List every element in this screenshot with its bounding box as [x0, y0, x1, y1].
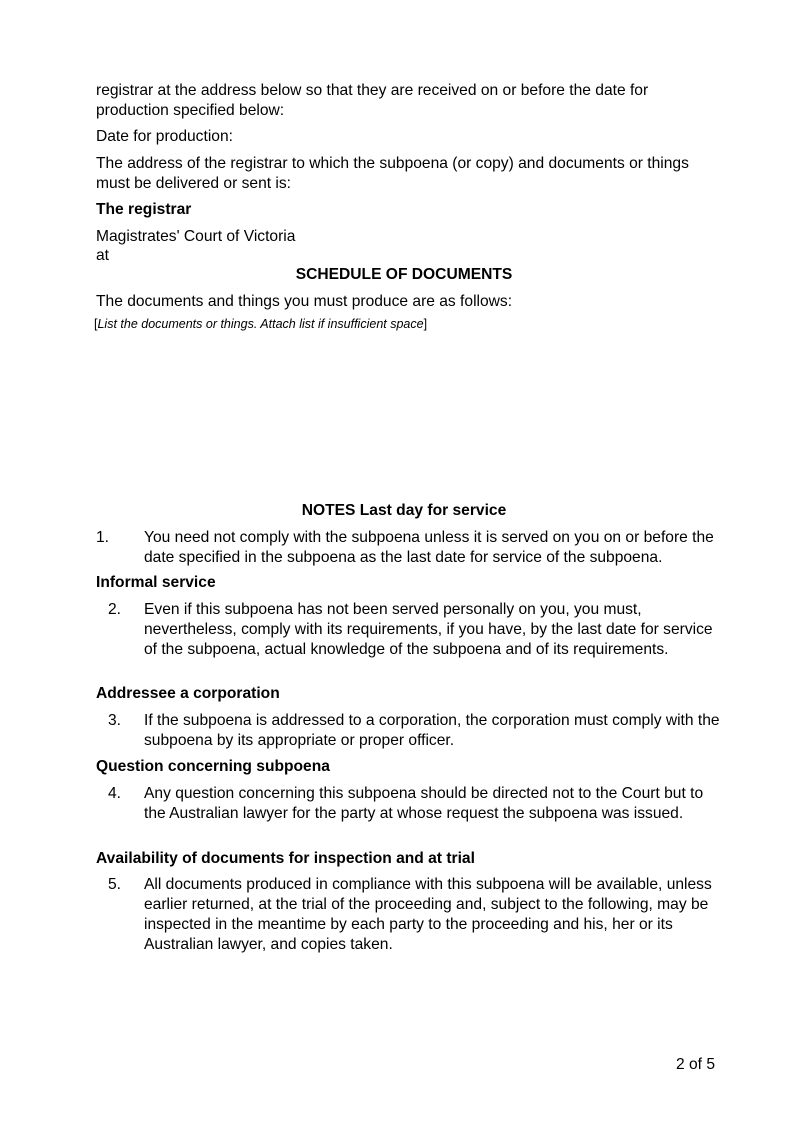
court-name: Magistrates' Court of Victoria: [96, 228, 296, 245]
note-item: [96, 711, 721, 751]
note-number: 3.: [108, 712, 122, 729]
note-heading: Informal service: [96, 574, 216, 591]
note-text: All documents produced in compliance with this subpoena will be available, unless earlier returned, at the trial of the proceeding and, subject to the following, may be inspected in the meantime by each party to the proceeding and his, her or its Australian lawyer, and copies taken.: [144, 876, 712, 953]
note-item: [96, 784, 721, 824]
court-location-at: at: [96, 247, 110, 264]
note-item: [96, 600, 721, 660]
schedule-placeholder: [List the documents or things. Attach list if insufficient space]: [94, 317, 428, 331]
note-text: Any question concerning this subpoena should be directed not to the Court but to the Australian lawyer for the party at whose request the subpoena was issued.: [144, 785, 704, 822]
note-text: You need not comply with the subpoena unless it is served on you on or before the date specified in the subpoena as the last date for service of the subpoena.: [144, 529, 714, 566]
note-number: 5.: [108, 876, 122, 893]
note-number: 2.: [108, 601, 122, 618]
date-for-production-label: Date for production:: [96, 128, 233, 145]
note-number: 4.: [108, 785, 122, 802]
page-number: 2 of 5: [675, 1056, 715, 1073]
note-item: [96, 875, 721, 955]
note-number: 1.: [96, 529, 110, 546]
schedule-title: SCHEDULE OF DOCUMENTS: [295, 266, 513, 283]
schedule-instruction: The documents and things you must produce are as follows:: [96, 293, 513, 310]
note-text: Even if this subpoena has not been served personally on you, you must, nevertheless, comply with its requirements, if you have, by the last date for service of the subpoena, actual knowledge of the subpoena and of its requirements.: [144, 601, 713, 658]
registrar-heading: The registrar: [96, 201, 192, 218]
notes-title: NOTES Last day for service: [301, 502, 507, 519]
note-heading: Addressee a corporation: [96, 685, 280, 702]
note-text: If the subpoena is addressed to a corporation, the corporation must comply with the subpoena by its appropriate or proper officer.: [144, 712, 720, 749]
note-item: [96, 528, 721, 568]
intro-paragraph: registrar at the address below so that they are received on or before the date for production specified below:: [96, 82, 649, 119]
note-heading: Question concerning subpoena: [96, 758, 330, 775]
registrar-address-paragraph: The address of the registrar to which the subpoena (or copy) and documents or things must be delivered or sent is:: [96, 155, 689, 192]
note-heading: Availability of documents for inspection and at trial: [96, 850, 475, 867]
